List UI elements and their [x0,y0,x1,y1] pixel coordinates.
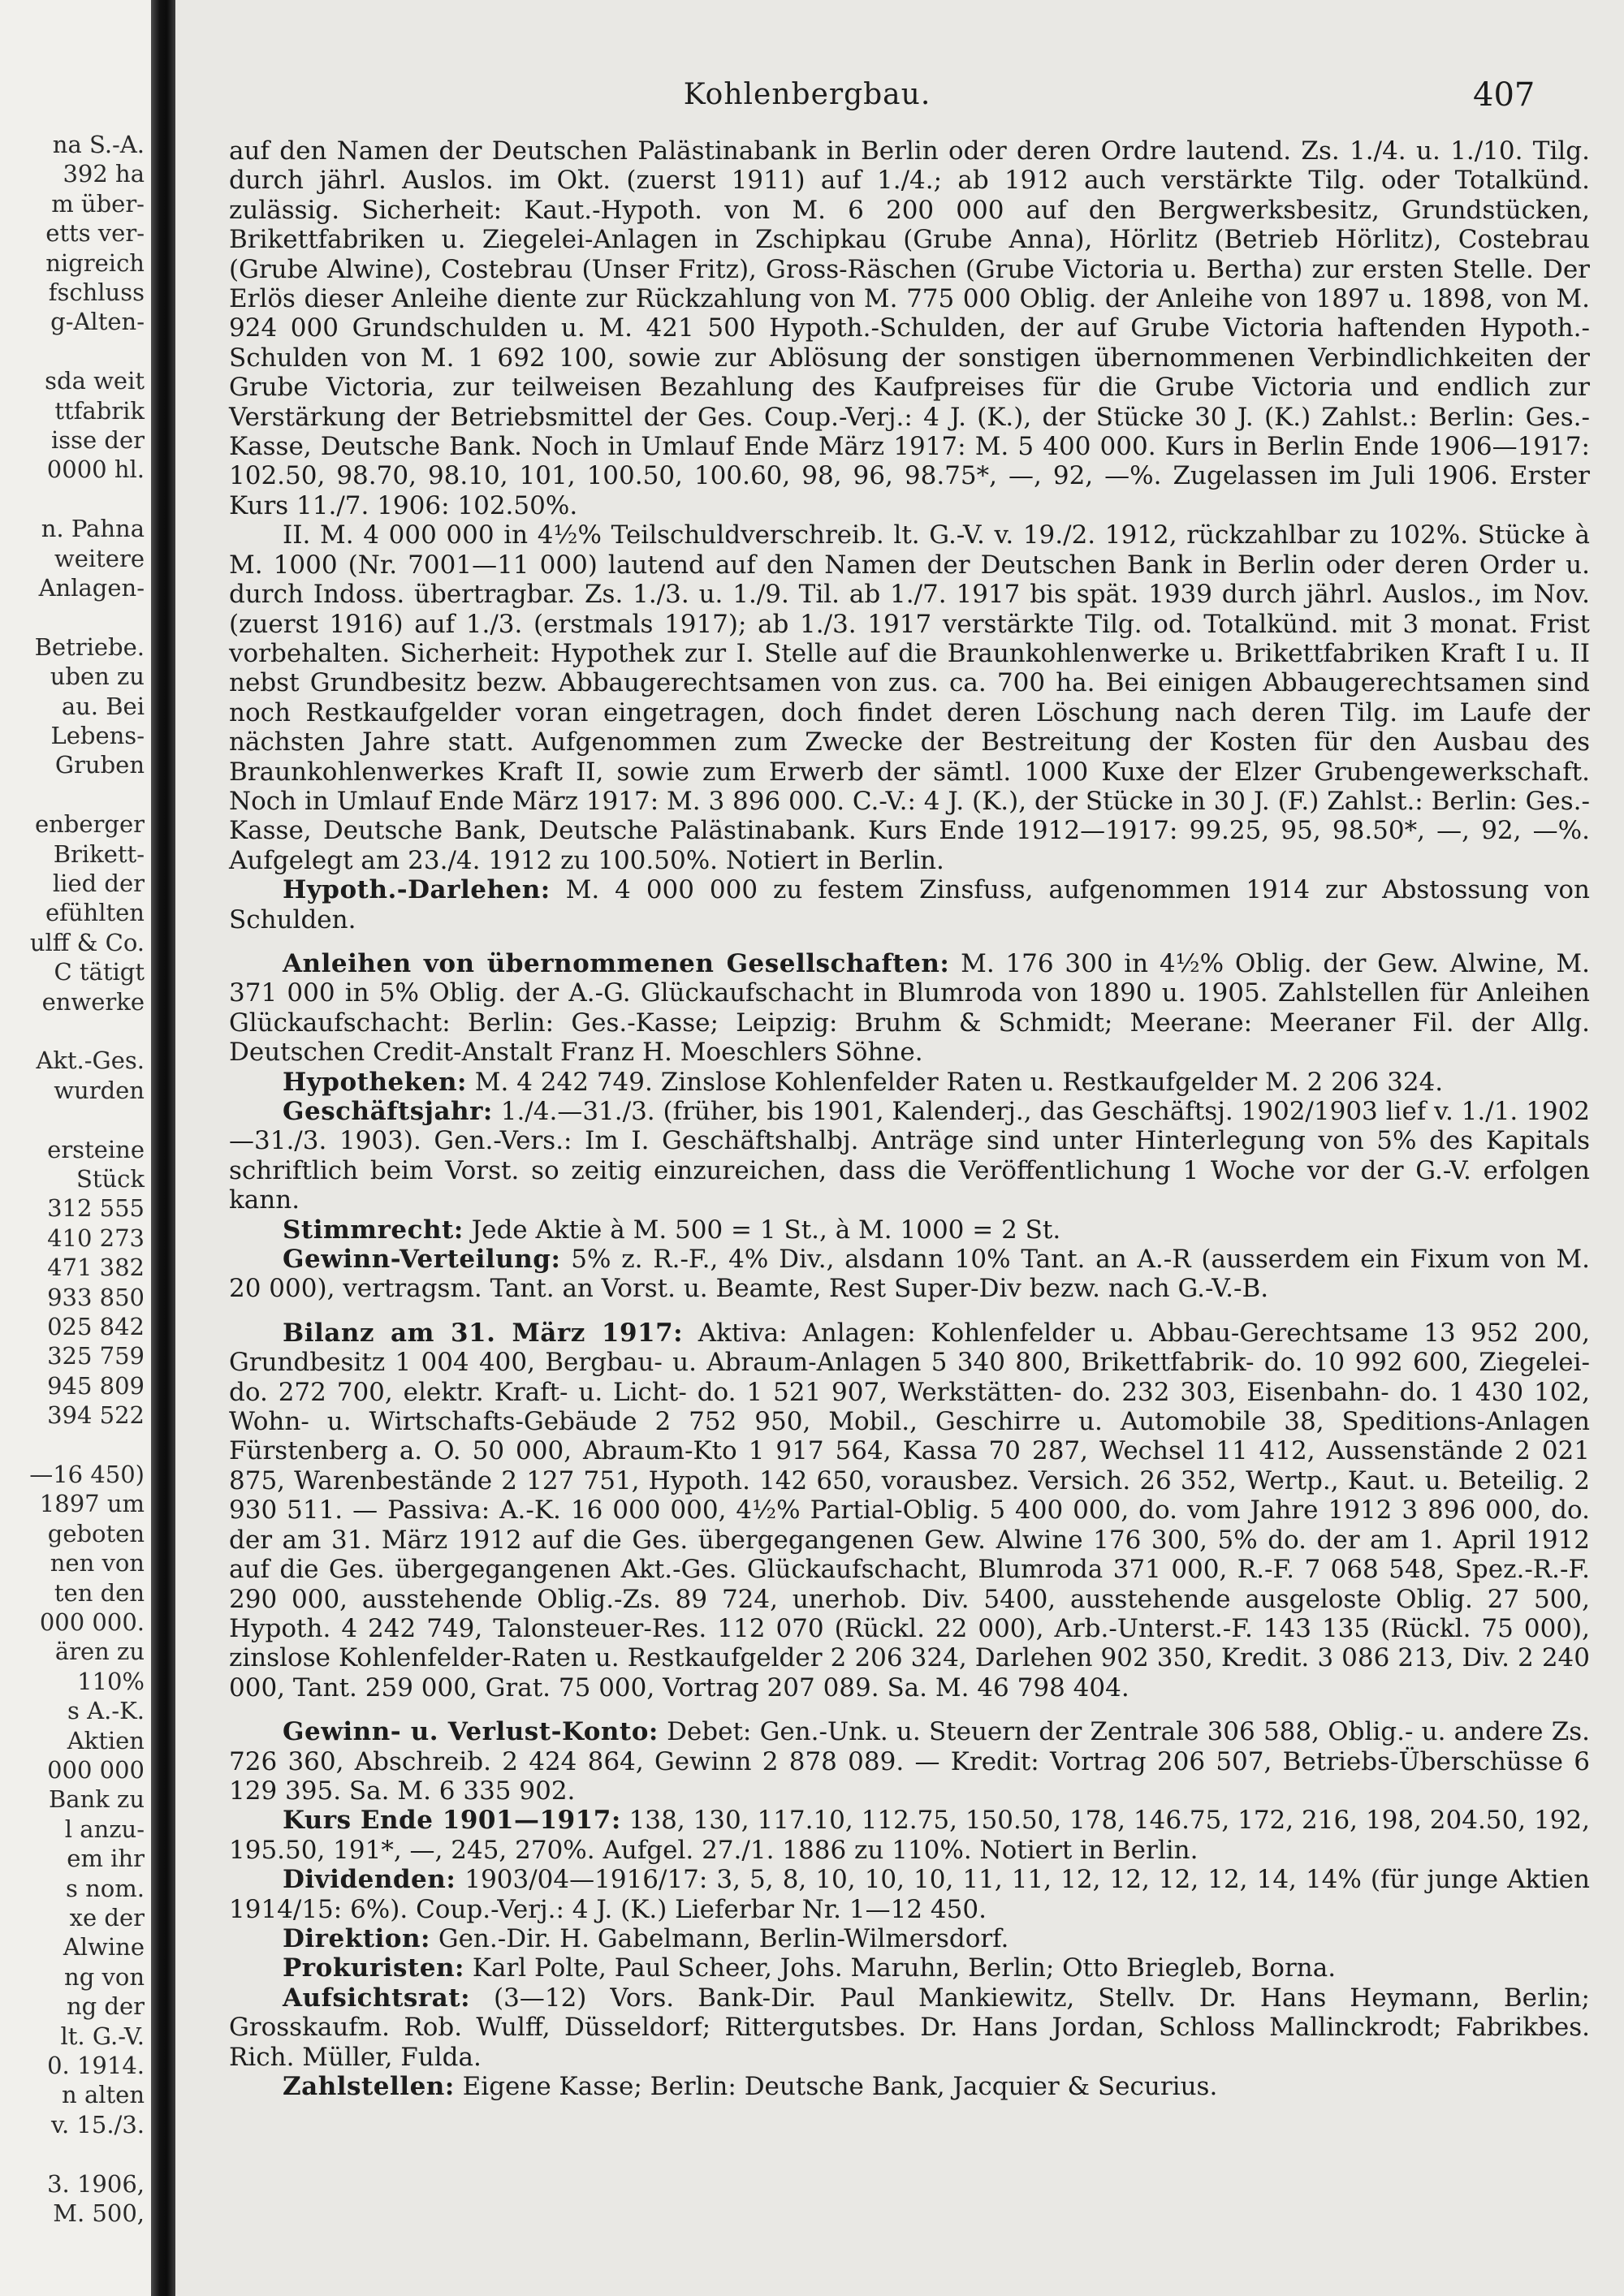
paragraph [229,1245,1590,1304]
margin-fragment: isse der [50,426,145,454]
margin-fragment: 025 842 [47,1313,145,1340]
running-head [175,75,1624,115]
paragraph-text: Karl Polte, Paul Scheer, Johs. Maruhn, Berlin; Otto Briegleb, Borna. [472,1953,1337,1983]
paragraph [229,1865,1590,1924]
paragraph [229,1924,1590,1953]
margin-fragment: 394 522 [47,1401,145,1430]
paragraph [229,1215,1590,1245]
paragraph [229,1953,1590,1983]
margin-fragment: Akt.-Ges. [36,1047,145,1075]
margin-fragment: Alwine [63,1933,145,1962]
margin-fragment: nen von [50,1549,145,1577]
paragraph-text: (3—12) Vors. Bank-Dir. Paul Mankiewitz, Stellv. Dr. Hans Heymann, Berlin; Grosskaufm. Rob. Wulff, Düsseldorf; Rittergutsbes. Dr. Hans Jordan, Schloss Mallinckrodt; Fabrikbes. Rich. Müller, Fulda. [229,1983,1590,2072]
margin-fragment: v. 15./3. [51,2110,145,2138]
margin-fragment: au. Bei [61,692,145,720]
margin-fragment: ng der [66,1992,145,2021]
margin-fragment: g-Alten- [50,308,145,336]
margin-fragment: Betriebe. [34,632,145,661]
margin-fragment: xe der [69,1904,145,1931]
paragraph-text: 1./4.—31./3. (früher, bis 1901, Kalenderj., das Geschäftsj. 1902/1903 lief v. 1./1. 1902—31./3. 1903). Gen.-Vers.: Im I. Geschäftshalbj. Anträge sind unter Hinterlegung von 5% des Kapitals schriftlich beim Vorst. so zeitig einzureichen, dass die Veröffentlichung 1 Woche vor der G.-V. erfolgen kann. [229,1097,1591,1215]
margin-fragment: 0. 1914. [47,2052,145,2079]
paragraph [229,1717,1590,1806]
margin-fragment: 1897 um [39,1490,145,1518]
margin-fragment: 410 273 [47,1224,145,1252]
margin-fragment: lt. G.-V. [60,2022,145,2050]
paragraph-text: 1903/04—1916/17: 3, 5, 8, 10, 10, 10, 11, 11, 12, 12, 12, 12, 14, 14% (für junge Aktien 1914/15: 6%). Coup.-Verj.: 4 J. (K.) Lieferbar Nr. 1—12 450. [229,1865,1590,1924]
paragraph-text: M. 4 242 749. Zinslose Kohlenfelder Raten u. Restkaufgelder M. 2 206 324. [474,1067,1444,1097]
margin-fragment: 000 000. [39,1608,145,1636]
margin-fragment: Gruben [54,751,145,779]
paragraph [229,949,1590,1068]
margin-fragment: s nom. [66,1874,145,1902]
margin-fragment: —16 450) [29,1461,145,1488]
paragraph-text: auf den Namen der Deutschen Palästinabank in Berlin oder deren Ordre lautend. Zs. 1./4. u. 1./10. Tilg. durch jährl. Auslos. im Okt. (zuerst 1911) auf 1./4.; ab 1912 auch verstärkte Tilg. oder Totalkünd. zulässig. Sicherheit: Kaut.-Hypoth. von M. 6 200 000 auf den Bergwerksbesitz, Grundstücken, Brikettfabriken u. Ziegelei-Anlagen in Zschipkau (Grube Anna), Hörlitz (Betrieb Hörlitz), Costebrau (Grube Alwine), Costebrau (Unser Fritz), Gross-Räschen (Grube Victoria u. Bertha) zur ersten Stelle. Der Erlös dieser Anleihe diente zur Rückzahlung von M. 775 000 Oblig. der Anleihe von 1897 u. 1898, von M. 924 000 Grundschulden u. M. 421 500 Hypoth.-Schulden, der auf Grube Victoria haftenden Hypoth.-Schulden von M. 1 692 100, sowie zur Ablösung der sonstigen übernommenen Verbindlichkeiten der Grube Victoria, zur teilweisen Bezahlung des Kaufpreises für die Grube Victoria und endlich zur Verstärkung der Betriebsmittel der Ges. Coup.-Verj.: 4 J. (K.), der Stücke 30 J. (K.) Zahlst.: Berlin: Ges.-Kasse, Deutsche Bank. Noch in Umlauf Ende März 1917: M. 5 400 000. Kurs in Berlin Ende 1906—1917: 102.50, 98.70, 98.10, 101, 100.50, 100.60, 98, 96, 98.75*, —, 92, —%. Zugelassen im Juli 1906. Erster Kurs 11./7. 1906: 102.50%. [229,136,1590,520]
margin-fragment: efühlten [45,899,145,927]
paragraph [229,1983,1590,2072]
paragraph-text: M. 4 000 000 zu festem Zinsfuss, aufgenommen 1914 zur Abstossung von Schulden. [229,875,1591,934]
paragraph [229,1068,1590,1097]
section-heading: Kurs Ende 1901—1917: [283,1806,621,1836]
margin-fragment: Anlagen- [38,574,145,602]
margin-fragment: l anzu- [64,1815,145,1843]
section-heading: Direktion: [283,1923,430,1953]
paragraph-text: 138, 130, 117.10, 112.75, 150.50, 178, 146.75, 172, 216, 198, 204.50, 192, 195.50, 191*, —, 245, 270%. Aufgel. 27./1. 1886 zu 110%. Notiert in Berlin. [229,1806,1590,1865]
margin-fragment: ersteine [47,1135,145,1163]
section-heading: Aufsichtsrat: [283,1983,471,2013]
margin-fragment: n. Pahna [41,515,145,543]
margin-fragment: n alten [62,2081,145,2109]
margin-fragment: ttfabrik [54,396,145,425]
margin-fragment: etts ver- [45,219,145,248]
margin-fragment: enberger [34,810,145,839]
margin-fragment: wurden [54,1076,145,1104]
paragraph-text: Aktiva: Anlagen: Kohlenfelder u. Abbau-Gerechtsame 13 952 200, Grundbesitz 1 004 400, Bergbau- u. Abraum-Anlagen 5 340 800, Brikettfabrik- do. 10 992 600, Ziegelei- do. 272 700, elektr. Kraft- u. Licht- do. 1 521 907, Werkstätten- do. 232 303, Eisenbahn- do. 1 430 102, Wohn- u. Wirtschafts-Gebäude 2 752 950, Mobil., Geschirre u. Automobile 38, Speditions-Anlagen Fürstenberg a. O. 50 000, Abraum-Kto 1 917 564, Kassa 70 287, Wechsel 11 412, Aussenstände 2 021 875, Warenbestände 2 127 751, Hypoth. 142 650, vorausbez. Versich. 26 352, Wertp., Kaut. u. Beteilig. 2 930 511. — Passiva: A.-K. 16 000 000, 4½% Partial-Oblig. 5 400 000, do. vom Jahre 1912 3 896 000, do. der am 31. März 1912 auf die Ges. übergegangenen Gew. Alwine 176 300, 5% do. der am 1. April 1912 auf die Ges. übergegangenen Akt.-Ges. Glückaufschacht, Blumroda 371 000, R.-F. 7 068 548, Spez.-R.-F. 290 000, ausstehende Oblig.-Zs. 89 724, unerhob. Div. 5400, ausstehende ausgeloste Oblig. 27 500, Hypoth. 4 242 749, Talonsteuer-Res. 112 070 (Rückl. 22 000), Arb.-Unterst.-F. 143 135 (Rückl. 75 000), zinslose Kohlenfelder-Raten u. Restkaufgelder 2 206 324, Darlehen 902 350, Kredit. 3 086 213, Div. 2 240 000, Tant. 259 000, Grat. 75 000, Vortrag 207 089. Sa. M. 46 798 404. [229,1318,1590,1703]
margin-fragment: 000 000 [47,1756,145,1784]
margin-fragment: Brikett- [53,839,145,868]
margin-fragment: nigreich [45,248,145,277]
paragraph [229,136,1590,520]
margin-fragment: ulff & Co. [29,928,145,956]
section-heading: Hypotheken: [283,1067,467,1097]
section-heading: Hypoth.-Darlehen: [283,875,551,905]
paragraph-text: Jede Aktie à M. 500 = 1 St., à M. 1000 = 2 St. [471,1215,1061,1245]
body-text [229,136,1590,2101]
paragraph [229,875,1590,934]
margin-fragment: sda weit [45,367,145,395]
paragraph [229,2072,1590,2101]
margin-fragment: Bank zu [48,1785,145,1814]
margin-fragment: enwerke [41,987,145,1016]
section-heading: Prokuristen: [283,1953,464,1983]
paragraph [229,1318,1590,1703]
margin-fragment: Aktien [67,1726,145,1754]
margin-fragment: lied der [52,870,145,897]
margin-fragment: em ihr [67,1845,145,1873]
margin-fragment: na S.-A. [52,131,145,158]
adjacent-page-fragment [0,0,151,2296]
margin-fragment: 312 555 [47,1194,145,1223]
section-heading: Anleihen von übernommenen Gesellschaften: [283,948,950,978]
margin-fragment: 471 382 [47,1254,145,1282]
margin-fragment: ten den [54,1578,145,1607]
section-heading: Dividenden: [283,1865,456,1895]
margin-fragment: fschluss [48,278,145,306]
book-page [175,0,1624,2296]
margin-fragment: 0000 hl. [46,455,145,484]
section-heading: Gewinn- u. Verlust-Konto: [283,1717,659,1747]
margin-fragment: ären zu [54,1638,145,1666]
section-heading: Geschäftsjahr: [283,1097,493,1126]
margin-fragment: weitere [54,544,145,572]
margin-fragment: geboten [47,1519,145,1547]
paragraph-text: Debet: Gen.-Unk. u. Steuern der Zentrale 306 588, Oblig.- u. andere Zs. 726 360, Abschreib. 2 424 864, Gewinn 2 878 089. — Kredit: Vortrag 206 507, Betriebs-Überschüsse 6 129 395. Sa. M. 6 335 902. [229,1717,1590,1806]
margin-fragment: m über- [51,189,145,218]
margin-fragment: s A.-K. [67,1697,145,1725]
paragraph-text: 5% z. R.-F., 4% Div., alsdann 10% Tant. an A.-R (ausserdem ein Fixum von M. 20 000), vertragsm. Tant. an Vorst. u. Beamte, Rest Super-Div bezw. nach G.-V.-B. [229,1245,1590,1304]
margin-fragment: 3. 1906, [47,2169,145,2198]
margin-fragment: 933 850 [47,1283,145,1311]
margin-fragment: 325 759 [47,1342,145,1370]
paragraph-text: II. M. 4 000 000 in 4½% Teilschuldverschreib. lt. G.-V. v. 19./2. 1912, rückzahlbar zu 102%. Stücke à M. 1000 (Nr. 7001—11 000) lautend auf den Namen der Deutschen Bank in Berlin oder deren Order u. durch Indoss. übertragbar. Zs. 1./3. u. 1./9. Til. ab 1./7. 1917 bis spät. 1939 durch jährl. Auslos., im Nov. (zuerst 1916) auf 1./3. (erstmals 1917); ab 1./3. 1917 verstärkte Tilg. od. Totalkünd. mit 3 monat. Frist vorbehalten. Sicherheit: Hypothek zur I. Stelle auf die Braunkohlenwerke u. Brikettfabriken Kraft I u. II nebst Grundbesitz bezw. Abbaugerechtsamen von zus. ca. 700 ha. Bei einigen Abbaugerechtsamen sind noch Restkaufgelder voran eingetragen, doch findet deren Löschung nach deren Tilg. im Laufe der nächsten Jahre statt. Aufgenommen zum Zwecke der Bestreitung der Kosten für den Ausbau des Braunkohlenwerkes Kraft II, sowie zum Erwerb der sämtl. 1000 Kuxe der Elzer Grubengewerkschaft. Noch in Umlauf Ende März 1917: M. 3 896 000. C.-V.: 4 J. (K.), der Stücke in 30 J. (F.) Zahlst.: Berlin: Ges.-Kasse, Deutsche Bank, Deutsche Palästinabank. Kurs Ende 1912—1917: 99.25, 95, 98.50*, —, 92, —%. Aufgelegt am 23./4. 1912 zu 100.50%. Notiert in Berlin. [229,520,1590,875]
page-head-title: Kohlenbergbau. [683,78,931,111]
margin-fragment: Lebens- [50,722,145,749]
margin-fragment: M. 500, [53,2199,145,2227]
book-gutter [151,0,175,2296]
margin-fragment: 945 809 [47,1371,145,1400]
paragraph [229,1806,1590,1865]
page-number: 407 [1473,76,1535,114]
paragraph-text: M. 176 300 in 4½% Oblig. der Gew. Alwine, M. 371 000 in 5% Oblig. der A.-G. Glückaufschacht in Blumroda von 1890 u. 1905. Zahlstellen für Anleihen Glückaufschacht: Berlin: Ges.-Kasse; Leipzig: Bruhm & Schmidt; Meerane: Meeraner Fil. der Allg. Deutschen Credit-Anstalt Franz H. Moeschlers Söhne. [229,948,1591,1068]
paragraph-text: Eigene Kasse; Berlin: Deutsche Bank, Jacquier & Securius. [462,2072,1218,2101]
section-heading: Gewinn-Verteilung: [283,1245,561,1275]
section-heading: Bilanz am 31. März 1917: [283,1318,684,1348]
margin-fragment: C tätigt [54,958,145,986]
margin-fragment: uben zu [50,662,145,691]
section-heading: Zahlstellen: [283,2072,455,2101]
paragraph [229,520,1590,875]
margin-fragment: ng von [64,1962,145,1991]
margin-fragment: 110% [77,1667,145,1695]
paragraph-text: Gen.-Dir. H. Gabelmann, Berlin-Wilmersdorf. [438,1923,1009,1953]
paragraph [229,1097,1590,1215]
section-heading: Stimmrecht: [283,1215,464,1245]
margin-fragment: Stück [76,1165,145,1193]
margin-fragment: 392 ha [63,160,145,188]
